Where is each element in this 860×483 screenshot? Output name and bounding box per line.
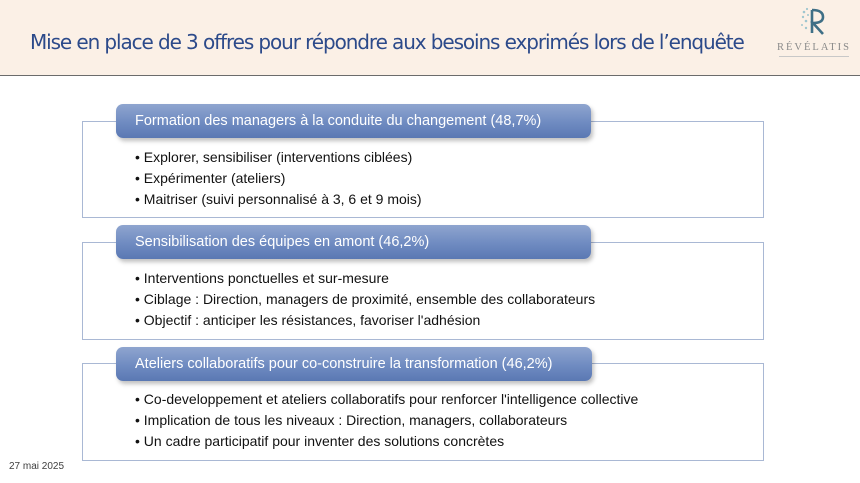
logo-tagline-line — [779, 56, 849, 57]
slide-date: 27 mai 2025 — [9, 461, 65, 472]
bullet-list-3 — [135, 389, 638, 452]
revelatis-logo — [773, 6, 855, 56]
list-item: • Ciblage : Direction, managers de proximité, ensemble des collaborateurs — [135, 289, 595, 310]
bullet-list-1 — [135, 147, 422, 210]
revelatis-logo-icon — [799, 6, 831, 38]
list-item: • Implication de tous les niveaux : Direction, managers, collaborateurs — [135, 410, 638, 431]
section-title-2: Sensibilisation des équipes en amont (46,2%) — [116, 225, 591, 259]
list-item: • Co-developpement et ateliers collaboratifs pour renforcer l'intelligence collective — [135, 389, 638, 410]
list-item: • Objectif : anticiper les résistances, favoriser l'adhésion — [135, 310, 595, 331]
list-item: • Explorer, sensibiliser (interventions ciblées) — [135, 147, 422, 168]
bullet-list-2 — [135, 268, 595, 331]
slide-title: Mise en place de 3 offres pour répondre aux besoins exprimés lors de l’enquête — [30, 30, 744, 54]
list-item: • Interventions ponctuelles et sur-mesure — [135, 268, 595, 289]
list-item: • Un cadre participatif pour inventer des solutions concrètes — [135, 431, 638, 452]
header-divider — [0, 75, 860, 76]
list-item: • Maitriser (suivi personnalisé à 3, 6 et 9 mois) — [135, 189, 422, 210]
section-title-1: Formation des managers à la conduite du changement (48,7%) — [116, 104, 591, 138]
logo-wordmark: RÉVÉLATIS — [777, 42, 851, 53]
section-title-3: Ateliers collaboratifs pour co-construire la transformation (46,2%) — [116, 347, 592, 381]
list-item: • Expérimenter (ateliers) — [135, 168, 422, 189]
